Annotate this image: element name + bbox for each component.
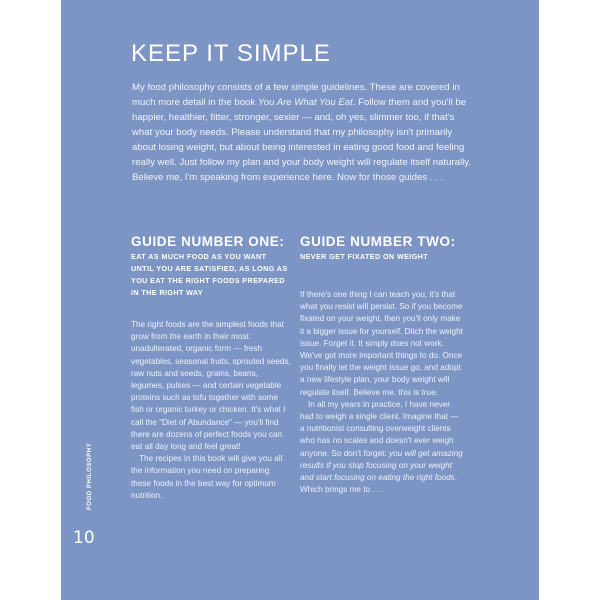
guide-two-subheading: NEVER GET FIXATED ON WEIGHT (300, 252, 429, 261)
guide-one-heading: GUIDE NUMBER ONE: (131, 234, 285, 249)
guide-two-p2-emphasis: you will get amazing results if you stop focusing on your weight and start focusing on eating the right foods (300, 448, 463, 483)
guide-one-body (131, 319, 291, 502)
guide-one-paragraph-1: The right foods are the simplest foods that grow from the earth in their most unadulterated, organic form — fresh vegetables, seasonal fruits, sprouted seeds, raw nuts and seeds, grains, beans, legumes, pulses — and certain vegetable proteins such as tofu together with some fish or organic turkey or chicken. It's what I call the "Diet of Abundance" — you'll find there are dozens of perfect foods you can eat all day long and feel great! (131, 320, 291, 452)
guide-two-body (300, 289, 465, 496)
guide-two-paragraph-1 (300, 289, 465, 399)
guide-two-p1-text: If there's one thing I can teach you, it's that what you resist will persist. So if you become fixated on your weight, then you'll only make it a bigger issue for yourself. Ditch the weight issue. Forget it. It simply does not work. We've got more important things to do. Once you finally let the weight issue go, and adopt a new lifestyle plan, your body weight will regulate itself. Believe me, this is (300, 290, 463, 397)
guide-two-p1-end: . (435, 387, 438, 397)
guide-two-paragraph-2 (300, 399, 465, 497)
section-side-label: FOOD PHILOSOPHY (87, 442, 93, 510)
intro-paragraph (132, 80, 472, 185)
intro-book-title: You Are What You Eat (257, 97, 353, 108)
guide-one-subheading: EAT AS MUCH FOOD AS YOU WANT UNTIL YOU ARE SATISFIED, AS LONG AS YOU EAT THE RIGHT FOODS PREPARED IN THE RIGHT WAY (131, 252, 288, 297)
guide-two-p2-text: In all my years in practice, I have never had to weigh a single client. Imagine that — a nutritionist consulting overweight clients who has no scales and doesn't ever weigh anyone. So don't forget: (300, 399, 459, 458)
page-number: 10 (73, 528, 95, 548)
intro-text-start: My food philosophy consists of a few simple guidelines. These are covered in much more detail in the book (132, 82, 460, 108)
guide-one-paragraph-2: The recipes in this book will give you all the information you need on preparing these foods in the best way for optimum nutrition. (131, 454, 283, 500)
guide-two-heading: GUIDE NUMBER TWO: (300, 234, 456, 249)
page-title: KEEP IT SIMPLE (131, 40, 331, 67)
guide-two-column (300, 234, 465, 496)
intro-text-end: . Follow them and you'll be happier, healthier, fitter, stronger, sexier — and, oh yes, slimmer too, if that's what your body needs. Please understand that my philosophy isn't primarily about losing weight, but about being interested in eating good food and feeling really well. Just follow my plan and your body weight will regulate itself naturally. Believe me, I'm speaking from experience here. Now for those guides . . . (132, 97, 471, 183)
guide-two-p1-emphasis: true (421, 387, 436, 397)
guide-one-column (131, 234, 291, 502)
book-page (61, 0, 539, 600)
guide-two-p2-end: . Which brings me to . . . (300, 473, 458, 495)
